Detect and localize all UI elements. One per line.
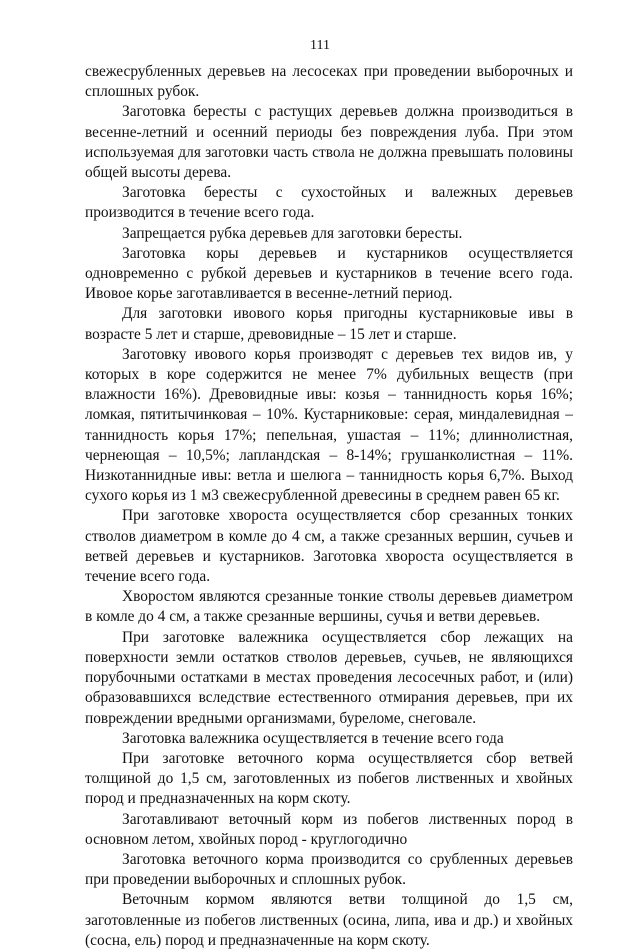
paragraph: Заготовку ивового корья производят с деревьев тех видов ив, у которых в коре содержится не менее 7% дубильных веществ (при влажности 16%). Древовидные ивы: козья – таннидность корья 16%; ломкая, пятитычинковая – 10%. Кустарниковые: серая, миндалевидная – таннидность корья 17%; пепельная, ушастая – 11%; длиннолистная, чернеющая – 10,5%; лапландская – 8-14%; грушанколистная – 11%. Низкотаннидные ивы: ветла и шелюга – таннидность корья 6,7%. Выход сухого корья из 1 м3 свежесрубленной древесины в среднем равен 65 кг. — [85, 345, 573, 505]
paragraph: При заготовке хвороста осуществляется сбор срезанных тонких стволов диаметром в комле до 4 см, а также срезанных вершин, сучьев и ветвей деревьев и кустарников. Заготовка хвороста осуществляется в течение всего года. — [85, 507, 573, 586]
page-number: 111 — [310, 38, 330, 53]
paragraph: Заготовка бересты с сухостойных и валежных деревьев производится в течение всего года. — [85, 184, 573, 222]
paragraph: Хворостом являются срезанные тонкие стволы деревьев диаметром в комле до 4 см, а также срезанные вершины, сучья и ветви деревьев. — [85, 588, 573, 626]
body-text — [85, 62, 573, 951]
paragraph: Запрещается рубка деревьев для заготовки бересты. — [122, 224, 463, 242]
paragraph: При заготовке валежника осуществляется сбор лежащих на поверхности земли остатков стволов деревьев, сучьев, не являющихся порубочными остатками в местах проведения лесосечных работ, и (или) образовавшихся вследствие естественного отмирания деревьев, при их повреждении вредными организмами, буреломе, снеговале. — [85, 628, 573, 727]
paragraph: Заготовка бересты с растущих деревьев должна производиться в весенне-летний и осенний периоды без повреждения луба. При этом используемая для заготовки часть ствола не должна превышать половины общей высоты дерева. — [85, 103, 573, 182]
paragraph: Заготовка коры деревьев и кустарников осуществляется одновременно с рубкой деревьев и кустарников в течение всего года. Ивовое корье заготавливается в весенне-летний период. — [85, 244, 573, 303]
paragraph: Для заготовки ивового корья пригодны кустарниковые ивы в возрасте 5 лет и старше, древовидные – 15 лет и старше. — [85, 305, 573, 343]
paragraph: При заготовке веточного корма осуществляется сбор ветвей толщиной до 1,5 см, заготовленных из побегов лиственных и хвойных пород и предназначенных на корм скоту. — [85, 749, 573, 808]
paragraph: свежесрубленных деревьев на лесосеках при проведении выборочных и сплошных рубок. — [85, 63, 573, 101]
paragraph: Веточным кормом являются ветви толщиной до 1,5 см, заготовленные из побегов лиственных (осина, липа, ива и др.) и хвойных (сосна, ель) пород и предназначенные на корм скоту. — [85, 891, 573, 949]
paragraph: Заготавливают веточный корм из побегов лиственных пород в основном летом, хвойных пород - круглогодично — [85, 810, 573, 848]
paragraph: Заготовка веточного корма производится со срубленных деревьев при проведении выборочных и сплошных рубок. — [85, 850, 573, 889]
paragraph: Заготовка валежника осуществляется в течение всего года — [122, 729, 504, 747]
